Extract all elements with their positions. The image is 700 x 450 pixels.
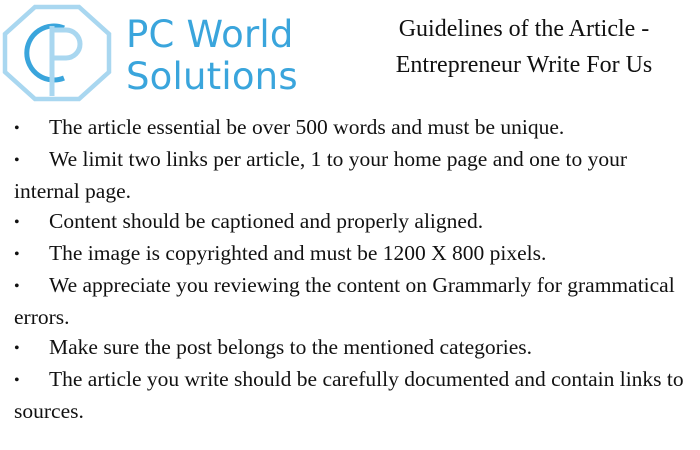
list-item-text: The image is copyrighted and must be 1200 X 800 pixels. (49, 241, 547, 265)
bullet: • (14, 340, 20, 357)
bullet: • (14, 214, 20, 231)
list-item (14, 364, 686, 426)
bullet: • (14, 372, 20, 389)
list-item-text: Content should be captioned and properly aligned. (49, 209, 484, 233)
title-line-2: Entrepreneur Write For Us (395, 52, 653, 78)
list-item-text: The article you write should be carefully documented and contain links to sources. (14, 367, 684, 423)
list-item (14, 112, 686, 144)
guidelines-list (14, 112, 686, 426)
brand-line-1: PC World (126, 13, 294, 56)
list-item-text: We appreciate you reviewing the content on Grammarly for grammatical errors. (14, 273, 675, 329)
list-item (14, 144, 686, 206)
list-item (14, 238, 686, 270)
list-item (14, 270, 686, 332)
list-item (14, 332, 686, 364)
bullet: • (14, 120, 20, 137)
list-item-text: We limit two links per article, 1 to your home page and one to your internal page. (14, 147, 628, 203)
bullet: • (14, 278, 20, 295)
logo-mark (2, 4, 112, 102)
list-item-text: Make sure the post belongs to the mentioned categories. (49, 335, 533, 359)
pc-monogram-octagon-icon (2, 4, 112, 102)
list-item-text: The article essential be over 500 words and must be unique. (49, 115, 565, 139)
page-title (352, 11, 696, 83)
title-line-1: Guidelines of the Article - (398, 16, 650, 42)
brand-line-2: Solutions (126, 55, 298, 98)
brand-name (126, 14, 298, 98)
bullet: • (14, 152, 20, 169)
list-item (14, 206, 686, 238)
bullet: • (14, 246, 20, 263)
